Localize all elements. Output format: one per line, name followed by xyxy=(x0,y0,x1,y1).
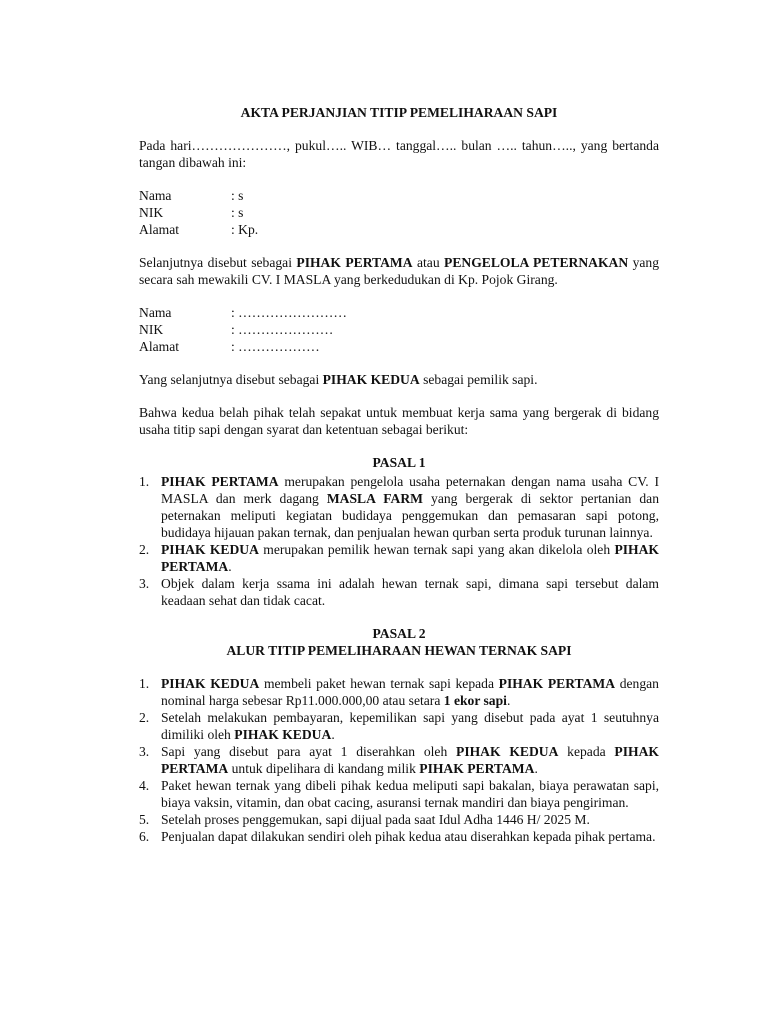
list-item xyxy=(139,828,659,845)
party1-desc-text-3: yang secara sah mewakili CV. I MASLA yang berkedudukan di Kp. Pojok Girang. xyxy=(139,255,659,287)
list-item-text: . xyxy=(506,693,511,708)
party1-address-value: : Kp. xyxy=(231,222,259,237)
list-item-text: membeli paket hewan ternak sapi kepada xyxy=(259,676,499,691)
party2-address-row xyxy=(139,338,659,355)
intro-paragraph: Pada hari…………………, pukul….. WIB… tanggal….. bulan ….. tahun….., yang bertanda tangan dibawah ini: xyxy=(139,138,659,170)
party2-identity xyxy=(139,304,659,355)
party2-desc-text-1: Yang selanjutnya disebut sebagai xyxy=(139,372,323,387)
party2-name-value: : …………………… xyxy=(231,305,347,320)
list-item-text: . xyxy=(534,761,538,776)
list-item xyxy=(139,811,659,828)
list-item-text: merupakan pemilik hewan ternak sapi yang akan dikelola oleh xyxy=(258,542,615,557)
list-item-bold: PIHAK PERTAMA xyxy=(161,542,659,574)
party1-desc-text-2: atau xyxy=(412,255,445,270)
list-item-bold: MASLA FARM xyxy=(326,491,423,506)
list-item-number: 5. xyxy=(139,812,150,827)
list-item xyxy=(139,675,659,709)
list-item-text: kepada xyxy=(558,744,615,759)
party1-nik-label: NIK xyxy=(139,205,164,220)
pasal1-heading: PASAL 1 xyxy=(372,455,426,470)
list-item-text: untuk dipelihara di kandang milik xyxy=(228,761,420,776)
list-item-text: yang bergerak di sektor pertanian dan peternakan meliputi kegiatan budidaya penggemukan dan pemasaran sapi potong, budidaya hijauan pakan ternak, dan penjualan hewan qurban serta produk turunan lainnya. xyxy=(161,491,660,540)
pasal2-heading: PASAL 2 xyxy=(372,626,426,641)
list-item-number: 2. xyxy=(139,542,150,557)
list-item-text: Setelah proses penggemukan, sapi dijual pada saat Idul Adha 1446 H/ 2025 M. xyxy=(161,812,590,827)
list-item-bold: PIHAK KEDUA xyxy=(161,676,260,691)
party2-nik-value: : ………………… xyxy=(231,322,334,337)
party2-role-label: PIHAK KEDUA xyxy=(322,372,420,387)
list-item xyxy=(139,541,659,575)
list-item-bold: PIHAK PERTAMA xyxy=(161,744,659,776)
list-item-number: 6. xyxy=(139,829,150,844)
list-item-text: Paket hewan ternak yang dibeli pihak kedua meliputi sapi bakalan, biaya perawatan sapi, biaya vaksin, vitamin, dan obat cacing, asuransi ternak mandiri dan biaya pengiriman. xyxy=(161,778,659,810)
party2-address-label: Alamat xyxy=(139,339,180,354)
list-item-text: . xyxy=(228,559,232,574)
party1-alt-role-label: PENGELOLA PETERNAKAN xyxy=(444,255,629,270)
list-item xyxy=(139,777,659,811)
party1-role-label: PIHAK PERTAMA xyxy=(296,255,413,270)
party2-nik-row xyxy=(139,321,659,338)
list-item-bold: PIHAK PERTAMA xyxy=(498,676,616,691)
list-item-bold: PIHAK PERTAMA xyxy=(419,761,535,776)
list-item xyxy=(139,709,659,743)
pasal2-list xyxy=(139,675,659,845)
party2-name-row xyxy=(139,304,659,321)
document-title: AKTA PERJANJIAN TITIP PEMELIHARAAN SAPI xyxy=(240,105,558,120)
party1-address-row xyxy=(139,221,659,238)
list-item-bold: PIHAK KEDUA xyxy=(234,727,332,742)
party1-identity xyxy=(139,187,659,238)
list-item-text: merupakan pengelola usaha peternakan dengan nama usaha CV. I MASLA dan merk dagang xyxy=(161,474,659,506)
list-item-text: Objek dalam kerja ssama ini adalah hewan ternak sapi, dimana sapi tersebut dalam keadaan sehat dan tidak cacat. xyxy=(161,576,659,608)
list-item-number: 4. xyxy=(139,778,150,793)
list-item-number: 2. xyxy=(139,710,150,725)
party2-description xyxy=(139,371,659,388)
party2-nik-label: NIK xyxy=(139,322,164,337)
party1-address-label: Alamat xyxy=(139,222,180,237)
party1-name-row xyxy=(139,187,659,204)
party1-name-label: Nama xyxy=(139,188,172,203)
pasal2-subheading: ALUR TITIP PEMELIHARAAN HEWAN TERNAK SAPI xyxy=(226,643,572,658)
document-body xyxy=(139,104,659,845)
list-item-bold: 1 ekor sapi xyxy=(443,693,507,708)
list-item-bold: PIHAK KEDUA xyxy=(456,744,559,759)
party2-address-value: : ……………… xyxy=(231,339,320,354)
list-item-number: 1. xyxy=(139,474,150,489)
party1-nik-value: : s xyxy=(231,205,244,220)
agreement-paragraph: Bahwa kedua belah pihak telah sepakat untuk membuat kerja sama yang bergerak di bidang usaha titip sapi dengan syarat dan ketentuan sebagai berikut: xyxy=(139,405,659,437)
list-item-bold: PIHAK PERTAMA xyxy=(161,474,279,489)
list-item-number: 1. xyxy=(139,676,150,691)
list-item-number: 3. xyxy=(139,744,150,759)
party1-description xyxy=(139,254,659,288)
list-item-text: Sapi yang disebut para ayat 1 diserahkan oleh xyxy=(161,744,457,759)
party2-name-label: Nama xyxy=(139,305,172,320)
list-item xyxy=(139,743,659,777)
party1-desc-text-1: Selanjutnya disebut sebagai xyxy=(139,255,297,270)
list-item xyxy=(139,473,659,541)
list-item-text: . xyxy=(331,727,335,742)
list-item-text: Penjualan dapat dilakukan sendiri oleh pihak kedua atau diserahkan kepada pihak pertama. xyxy=(161,829,656,844)
party1-name-value: : s xyxy=(231,188,244,203)
list-item-bold: PIHAK KEDUA xyxy=(161,542,259,557)
list-item-number: 3. xyxy=(139,576,150,591)
list-item xyxy=(139,575,659,609)
party2-desc-text-2: sebagai pemilik sapi. xyxy=(419,372,538,387)
list-item-text: Setelah melakukan pembayaran, kepemilikan sapi yang disebut pada ayat 1 seutuhnya dimiliki oleh xyxy=(161,710,659,742)
party1-nik-row xyxy=(139,204,659,221)
list-item-text: dengan nominal harga sebesar Rp11.000.000,00 atau setara xyxy=(161,676,659,708)
pasal1-list xyxy=(139,473,659,609)
